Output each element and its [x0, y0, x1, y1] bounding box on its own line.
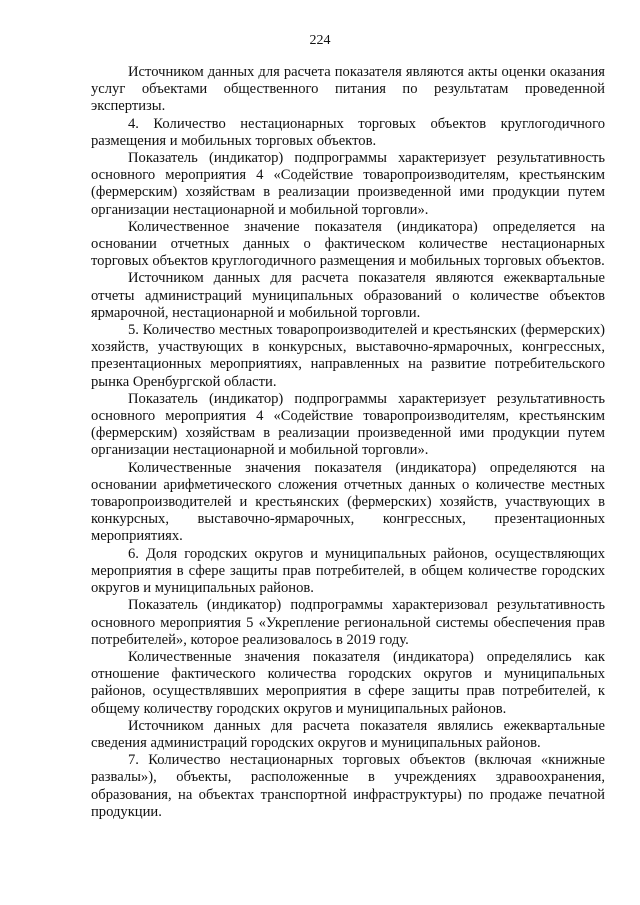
paragraph-indicator-6-data-source: Источником данных для расчета показателя являлись ежеквартальные сведения администраций городских округов и муниципальных районов. — [91, 717, 605, 751]
paragraph-indicator-5-description: Показатель (индикатор) подпрограммы характеризует результативность основного мероприятия 4 «Содействие товаропроизводителям, крестьянским (фермерским) хозяйствам в реализации произведенной ими продукции путем организации нестационарной и мобильной торговли». — [91, 390, 605, 459]
paragraph-indicator-6-title: 6. Доля городских округов и муниципальных районов, осуществляющих мероприятия в сфере защиты прав потребителей, в общем количестве городских округов и муниципальных районов. — [91, 545, 605, 597]
paragraph-data-source-catering: Источником данных для расчета показателя являются акты оценки оказания услуг объектами общественного питания по результатам проведенной экспертизы. — [91, 64, 605, 115]
paragraph-indicator-7-title: 7. Количество нестационарных торговых объектов (включая «книжные развалы»), объекты, расположенные в учреждениях здравоохранения, образования, на объектах транспортной инфраструктуры) по продаже печатной продукции. — [91, 752, 605, 820]
paragraph-indicator-4-description: Показатель (индикатор) подпрограммы характеризует результативность основного мероприятия 4 «Содействие товаропроизводителям, крестьянским (фермерским) хозяйствам в реализации произведенной ими продукции путем организации нестационарной и мобильной торговли». — [91, 150, 605, 218]
paragraph-indicator-5-calculation: Количественные значения показателя (индикатора) определяются на основании арифметического сложения отчетных данных о количестве местных товаропроизводителей и крестьянских (фермерских) хозяйств, участвующих в конкурсных, выставочно-ярмарочных, конгрессных, презентационных мероприятиях. — [91, 459, 605, 545]
paragraph-indicator-5-title: 5. Количество местных товаропроизводителей и крестьянских (фермерских) хозяйств, участвующих в конкурсных, выставочно-ярмарочных, конгрессных, презентационных мероприятиях, направленных на развитие потребительского рынка Оренбургской области. — [91, 322, 605, 390]
paragraph-indicator-4-calculation: Количественное значение показателя (индикатора) определяется на основании отчетных данных о фактическом количестве нестационарных торговых объектов круглогодичного размещения и мобильных торговых объектов. — [91, 218, 605, 270]
paragraph-indicator-4-title: 4. Количество нестационарных торговых объектов круглогодичного размещения и мобильных торговых объектов. — [91, 115, 605, 149]
body-text — [91, 64, 605, 821]
paragraph-indicator-4-data-source: Источником данных для расчета показателя являются ежеквартальные отчеты администраций муниципальных образований о количестве объектов ярмарочной, нестационарной и мобильной торговли. — [91, 270, 605, 321]
page-number: 224 — [309, 33, 331, 48]
paragraph-indicator-6-calculation: Количественные значения показателя (индикатора) определялись как отношение фактического количества городских округов и муниципальных районов, осуществлявших мероприятия в сфере защиты прав потребителей, к общему количеству городских округов и муниципальных районов. — [91, 648, 605, 717]
paragraph-indicator-6-description: Показатель (индикатор) подпрограммы характеризовал результативность основного мероприятия 5 «Укрепление региональной системы обеспечения прав потребителей», которое реализовалось в 2019 году. — [91, 597, 605, 648]
